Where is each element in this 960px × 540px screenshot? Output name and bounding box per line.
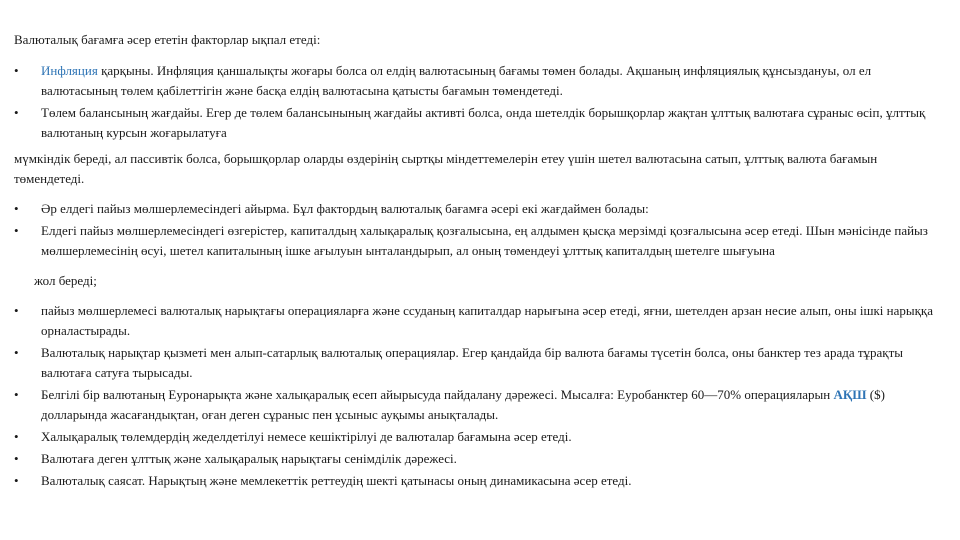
bullet-icon: •	[14, 105, 19, 120]
list-item	[14, 61, 946, 101]
bullet-icon: •	[14, 387, 19, 402]
inflation-term: Инфляция	[41, 63, 98, 78]
bullet-icon: •	[14, 223, 19, 238]
list-item	[14, 301, 946, 341]
list-item-text: Валютаға деген ұлттық және халықаралық нарықтағы сенімділік дәрежесі.	[41, 451, 457, 466]
bullet-icon: •	[14, 303, 19, 318]
factor-list-1	[14, 61, 946, 143]
list-item	[14, 103, 946, 143]
list-item	[14, 199, 946, 219]
intro-paragraph: Валюталық бағамға әсер ететін факторлар ықпал етеді:	[14, 32, 321, 47]
list-item-text: Валюталық саясат. Нарықтың және мемлекеттік реттеудің шекті қатынасы оның динамикасына әсер етеді.	[41, 473, 632, 488]
list-item-text: ($) долларында жасағандықтан, оған деген сұраныс пен ұсыныс ауқымы анықталады.	[41, 387, 885, 422]
list-item	[14, 449, 946, 469]
bullet-icon: •	[14, 63, 19, 78]
list-item-text: Әр елдегі пайыз мөлшерлемесіндегі айырма. Бұл фактордың валюталық бағамға әсері екі жағдаймен болады:	[41, 201, 649, 216]
list-item-text: Валюталық нарықтар қызметі мен алып-сатарлық валюталық операциялар. Егер қандайда бір валюта бағамы түсетін болса, оны банктер тез арада тұрақты валютаға сатуға тырысады.	[41, 345, 904, 380]
list-item-text: Халықаралық төлемдердің жеделдетілуі немесе кешіктірілуі де валюталар бағамына әсер етеді.	[41, 429, 572, 444]
list-item	[14, 343, 946, 383]
factor-list-3	[14, 301, 946, 491]
bullet-icon: •	[14, 201, 19, 216]
list-item-text: Төлем балансының жағдайы. Егер де төлем балансынының жағдайы активті болса, онда шетелдік борышқорлар жақтан ұлттық валютаға сұраныс өсіп, ұлттық валютаның курсын жоғарылатуға	[41, 105, 926, 140]
list-item-text: пайыз мөлшерлемесі валюталық нарықтағы операцияларға және ссуданың капиталдар нарығына әсер етеді, яғни, шетелден арзан несие алып, оны ішкі нарыққа орналастырады.	[41, 303, 934, 338]
continuation-paragraph: мүмкіндік береді, ал пассивтік болса, борышқорлар оларды өздерінің сыртқы міндеттемелерін етеу үшін шетел валютасына сатып, ұлттық валюта бағамын төмендетеді.	[14, 151, 878, 186]
bullet-icon: •	[14, 429, 19, 444]
list-item	[14, 427, 946, 447]
bullet-icon: •	[14, 451, 19, 466]
list-item-text: қарқыны. Инфляция қаншалықты жоғары болса ол елдің валютасының бағамы төмен болады. Ақшаның инфляциялық құнсыздануы, ол ел валютасының төлем қабілеттігін және басқа елдің валютасына қатысты бағамын төмендетеді.	[41, 63, 872, 98]
list-item-text: Елдегі пайыз мөлшерлемесіндегі өзгерістер, капиталдың халықаралық қозғалысына, ең алдымен қысқа мерзімді қозғалысына әсер етеді. Шын мәнісінде пайыз мөлшерлемесінің өсуі, шетел капиталының ішке ағылуын ынталандырып, ал оның төмендеуі ұлттық капиталдың шетелге шығуына	[41, 223, 928, 258]
bullet-icon: •	[14, 345, 19, 360]
list-item	[14, 471, 946, 491]
list-item	[14, 385, 946, 425]
bullet-icon: •	[14, 473, 19, 488]
usa-link[interactable]: АҚШ	[833, 387, 867, 402]
factor-list-2	[14, 199, 946, 261]
list-item-text: Белгілі бір валютаның Еуронарықта және халықаралық есеп айырысуда пайдалану дәрежесі. Мысалға: Еуробанктер 60—70% операцияларын	[41, 387, 834, 402]
list-item	[14, 221, 946, 261]
indented-text: жол береді;	[34, 273, 97, 288]
